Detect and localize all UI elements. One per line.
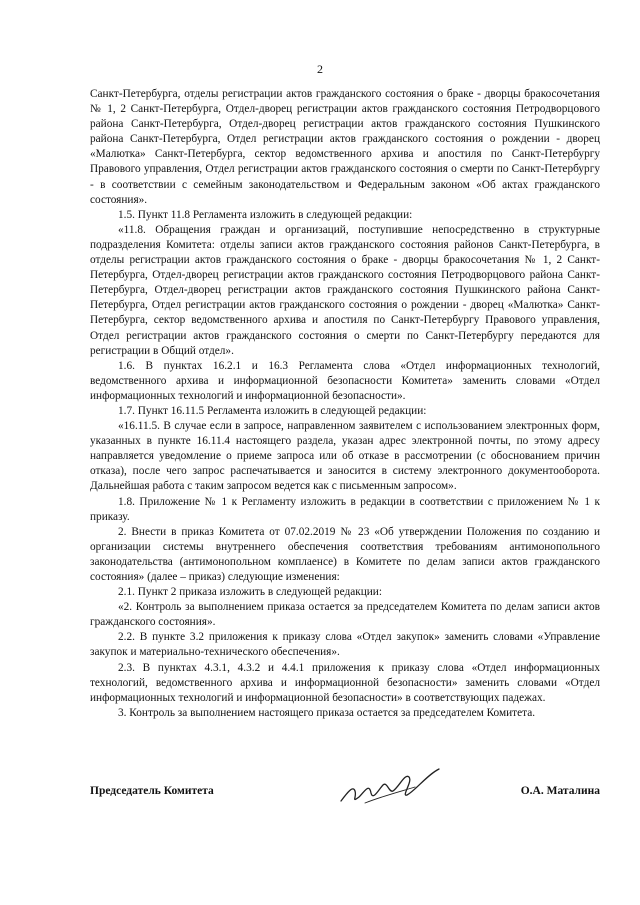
paragraph-2-1: 2.1. Пункт 2 приказа изложить в следующей редакции: [118, 586, 382, 599]
paragraph-1-6: 1.6. В пунктах 16.2.1 и 16.3 Регламента слова «Отдел информационных технологий, ведомственного архива и информационной безопасности Комитета» заменить словами «Отдел информационных технологий и информационной безопасности». [90, 359, 600, 402]
signatory-title: Председатель Комитета [90, 785, 214, 797]
paragraph-1-5: 1.5. Пункт 11.8 Регламента изложить в следующей редакции: [118, 208, 413, 221]
paragraph-11-8-quote: «11.8. Обращения граждан и организаций, поступившие непосредственно в структурные подразделения Комитета: отделы записи актов гражданского состояния районов Санкт-Петербурга, в отделы регистрации актов гражданского состояния о браке - дворцы бракосочетания № 1, 2 Санкт-Петербурга, Отдел-дворец регистрации актов гражданского состояния Петродворцового района Санкт-Петербурга, Отдел-дворец регистрации актов гражданского состояния Пушкинского района Санкт-Петербурга, Отдел регистрации актов гражданского состояния о рождении - дворец «Малютка» Санкт-Петербурга, сектор ведомственного архива и апостиля по Санкт-Петербургу Правового управления, Отдел регистрации актов гражданского состояния о смерти по Санкт-Петербургу передаются для регистрации в Общий отдел». [90, 223, 600, 357]
handwritten-signature [335, 763, 445, 811]
paragraph-3: 3. Контроль за выполнением настоящего приказа остается за председателем Комитета. [118, 706, 536, 719]
paragraph-continuation: Санкт-Петербурга, отделы регистрации актов гражданского состояния о браке - дворцы бракосочетания № 1, 2 Санкт-Петербурга, Отдел-дворец регистрации актов гражданского состояния Петродворцового района Санкт-Петербурга, Отдел-дворец регистрации актов гражданского состояния Пушкинского района Санкт-Петербурга, Отдел регистрации актов гражданского состояния о рождении - дворец «Малютка» Санкт-Петербурга, сектор ведомственного архива и апостиля по Санкт-Петербургу Правового управления, Отдел регистрации актов гражданского состояния о смерти по Санкт-Петербургу - в соответствии с семейным законодательством и Федеральным законом «Об актах гражданского состояния». [90, 88, 600, 206]
page-number: 2 [317, 62, 323, 76]
signatory-name: О.А. Маталина [520, 785, 600, 797]
paragraph-16-11-5-quote: «16.11.5. В случае если в запросе, направленном заявителем с использованием электронных форм, указанных в пункте 16.11.4 настоящего раздела, указан адрес электронной почты, по этому адресу направляется уведомление о приеме запроса или об отказе в рассмотрении (с обоснованием причин отказа), после чего запрос распечатывается и заносится в систему электронного документооборота. Дальнейшая работа с таким запросом ведется как с письменным запросом». [90, 420, 600, 493]
signature-block [90, 765, 600, 825]
document-body [90, 87, 600, 721]
paragraph-1-7: 1.7. Пункт 16.11.5 Регламента изложить в следующей редакции: [118, 404, 427, 417]
paragraph-2: 2. Внести в приказ Комитета от 07.02.2019 № 23 «Об утверждении Положения по созданию и организации системы внутреннего обеспечения соответствия требованиям антимонопольного законодательства (антимонопольном комплаенсе) в Комитете по делам записи актов гражданского состояния» (далее – приказ) следующие изменения: [90, 525, 600, 583]
paragraph-2-3: 2.3. В пунктах 4.3.1, 4.3.2 и 4.4.1 приложения к приказу слова «Отдел информационных технологий, ведомственного архива и информационной безопасности» заменить словами «Отдел информационных технологий и информационной безопасности» в соответствующих падежах. [90, 661, 600, 704]
paragraph-2-quote: «2. Контроль за выполнением приказа остается за председателем Комитета по делам записи актов гражданского состояния». [90, 601, 600, 629]
paragraph-1-8: 1.8. Приложение № 1 к Регламенту изложить в редакции в соответствии с приложением № 1 к приказу. [90, 495, 600, 523]
paragraph-2-2: 2.2. В пункте 3.2 приложения к приказу слова «Отдел закупок» заменить словами «Управление закупок и материально-технического обеспечения». [90, 631, 600, 659]
